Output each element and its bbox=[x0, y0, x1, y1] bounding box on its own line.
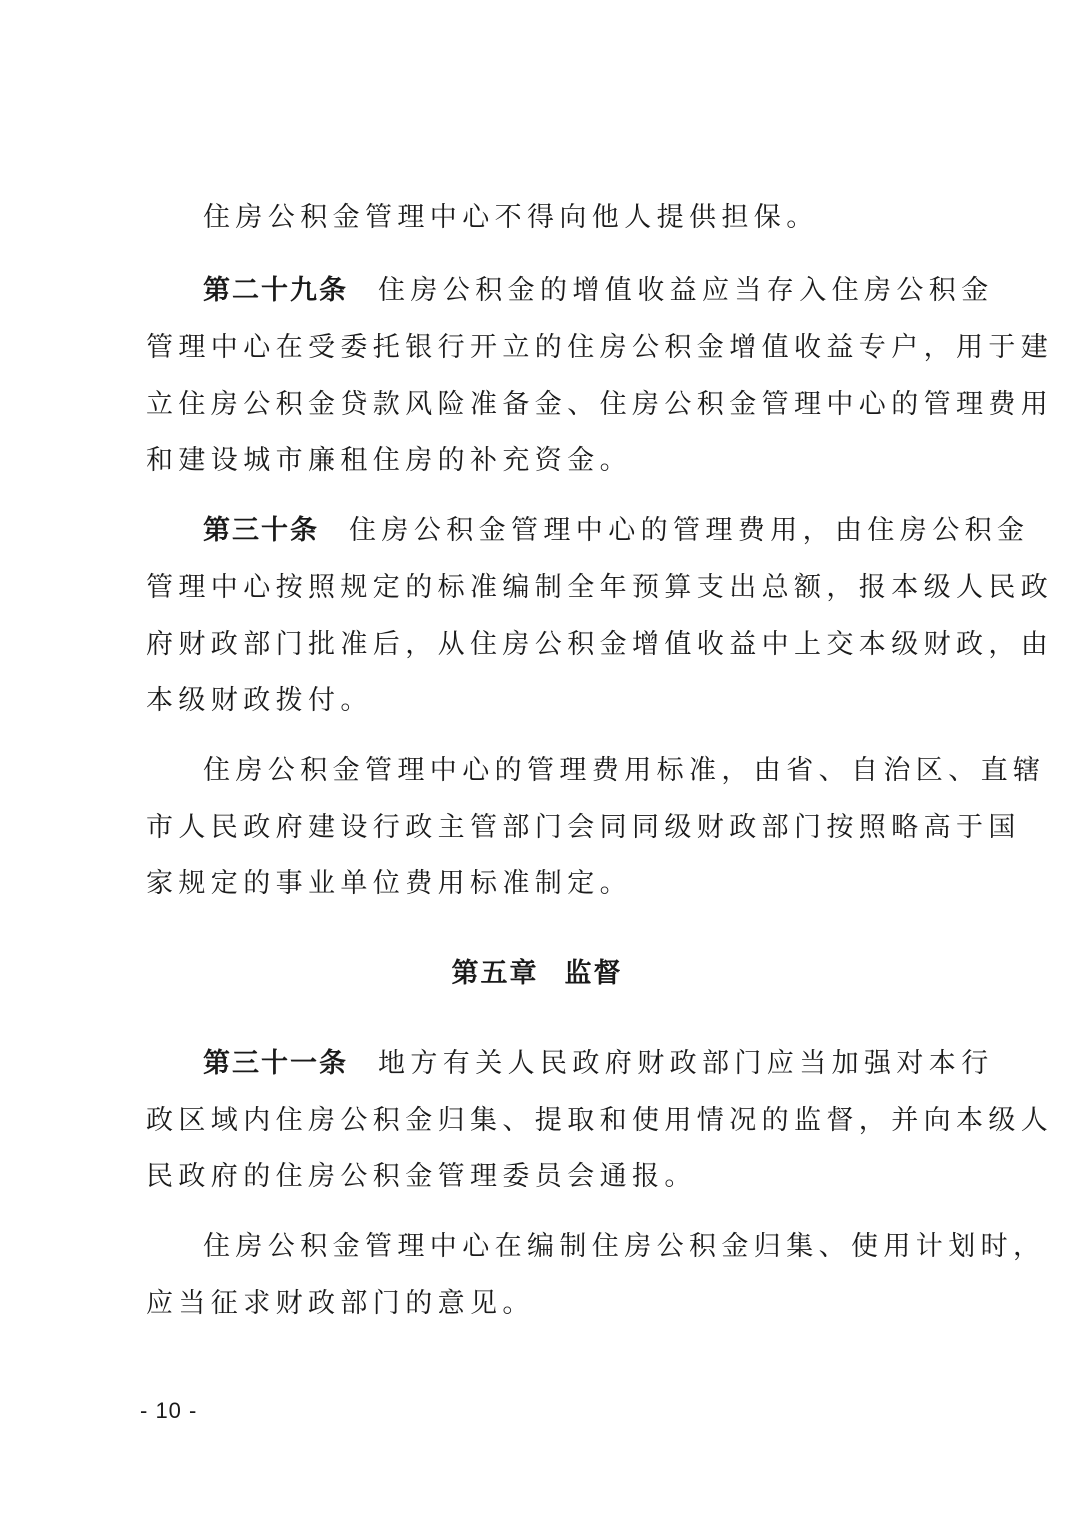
article-31-heading: 第三十一条 bbox=[203, 1048, 348, 1079]
paragraph-line: 民政府的住房公积金管理委员会通报。 bbox=[146, 1161, 697, 1192]
paragraph-line: 家规定的事业单位费用标准制定。 bbox=[146, 868, 632, 899]
paragraph-line: 和建设城市廉租住房的补充资金。 bbox=[146, 445, 632, 476]
paragraph-line: 本级财政拨付。 bbox=[146, 685, 373, 716]
article-30-text: 住房公积金管理中心的管理费用，由住房公积金 bbox=[349, 515, 1030, 546]
paragraph-line: 住房公积金管理中心在编制住房公积金归集、使用计划时， bbox=[203, 1231, 1046, 1262]
paragraph-line: 住房公积金管理中心的管理费用标准，由省、自治区、直辖 bbox=[203, 755, 1046, 786]
chapter-number: 第五章 bbox=[451, 958, 539, 989]
article-31-text: 地方有关人民政府财政部门应当加强对本行 bbox=[378, 1048, 994, 1079]
article-31-first-line bbox=[203, 1044, 1003, 1084]
chapter-title: 监督 bbox=[564, 958, 623, 989]
paragraph-line: 市人民政府建设行政主管部门会同同级财政部门按照略高于国 bbox=[146, 812, 1021, 843]
article-29-heading: 第二十九条 bbox=[203, 275, 348, 306]
article-30-heading: 第三十条 bbox=[203, 515, 319, 546]
paragraph-line: 管理中心按照规定的标准编制全年预算支出总额，报本级人民政 bbox=[146, 572, 1054, 603]
paragraph-line: 住房公积金管理中心不得向他人提供担保。 bbox=[203, 202, 819, 233]
article-30-first-line bbox=[203, 511, 1030, 551]
paragraph-line: 政区域内住房公积金归集、提取和使用情况的监督，并向本级人 bbox=[146, 1105, 1054, 1136]
paragraph-line: 应当征求财政部门的意见。 bbox=[146, 1288, 535, 1319]
chapter-heading bbox=[0, 954, 1074, 994]
page-number: - 10 - bbox=[140, 1398, 198, 1423]
paragraph-line: 管理中心在受委托银行开立的住房公积金增值收益专户，用于建 bbox=[146, 332, 1054, 363]
paragraph-line: 立住房公积金贷款风险准备金、住房公积金管理中心的管理费用 bbox=[146, 389, 1054, 420]
article-29-first-line bbox=[203, 271, 1003, 311]
paragraph-line: 府财政部门批准后，从住房公积金增值收益中上交本级财政，由 bbox=[146, 629, 1054, 660]
article-29-text: 住房公积金的增值收益应当存入住房公积金 bbox=[378, 275, 994, 306]
